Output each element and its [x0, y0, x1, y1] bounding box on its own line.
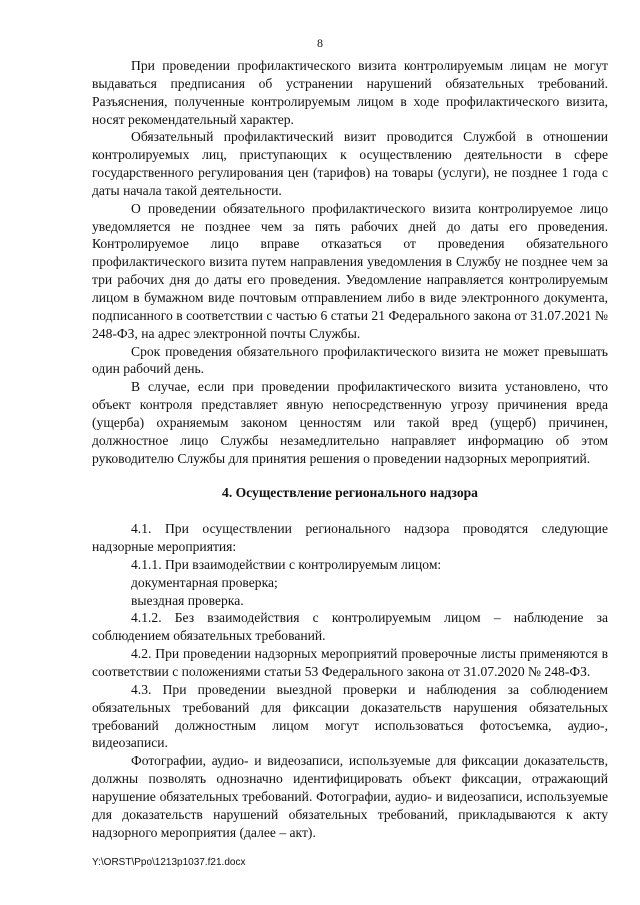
paragraph-visit-duration: Срок проведения обязательного профилактического визита не может превышать один рабочий день.: [92, 343, 608, 377]
paragraph-4-1-1: 4.1.1. При взаимодействии с контролируемым лицом:: [131, 556, 442, 572]
list-item-field-inspection: выездная проверка.: [131, 592, 244, 608]
paragraph-visit-notification: О проведении обязательного профилактического визита контролируемое лицо уведомляется не позднее чем за пять рабочих дней до даты его проведения. Контролируемое лицо вправе отказаться от проведения обязательного профилактического визита путем направления уведомления в Службу не позднее чем за три рабочих дня до даты его проведения. Уведомление направляется контролируемым лицом в бумажном виде почтовым отправлением либо в виде электронного документа, подписанного в соответствии с частью 6 статьи 21 Федерального закона от 31.07.2021 № 248-ФЗ, на адрес электронной почты Службы.: [92, 200, 608, 341]
paragraph-4-1-2: 4.1.2. Без взаимодействия с контролируемым лицом – наблюдение за соблюдением обязательных требований.: [92, 610, 608, 644]
section-heading: 4. Осуществление регионального надзора: [222, 485, 478, 501]
paragraph-4-3: 4.3. При проведении выездной проверки и наблюдения за соблюдением обязательных требований для фиксации доказательств нарушения обязательных требований должностным лицом могут использоваться фотосъемка, аудио-, видеозаписи.: [92, 681, 608, 751]
paragraph-threat-detected: В случае, если при проведении профилактического визита установлено, что объект контроля представляет явную непосредственную угрозу причинения вреда (ущерба) охраняемым законом ценностям или такой вред (ущерб) причинен, должностное лицо Службы незамедлительно направляет информацию об этом руководителю Службы для принятия решения о проведении надзорных мероприятий.: [92, 379, 608, 466]
paragraph-4-1: 4.1. При осуществлении регионального надзора проводятся следующие надзорные мероприятия:: [92, 521, 608, 555]
paragraph-mandatory-visit: Обязательный профилактический визит проводится Службой в отношении контролируемых лиц, приступающих к осуществлению деятельности в сфере государственного регулирования цен (тарифов) на товары (услуги), не позднее 1 года с даты начала такой деятельности.: [92, 129, 608, 198]
page-number: 8: [317, 36, 323, 50]
paragraph-photo-video: Фотографии, аудио- и видеозаписи, используемые для фиксации доказательств, должны позволять однозначно идентифицировать объект фиксации, отражающий нарушение обязательных требований. Фотографии, аудио- и видеозаписи, используемые для доказательств нарушений обязательных требований, прикладываются к акту надзорного мероприятия (далее – акт).: [92, 753, 608, 840]
paragraph-4-2: 4.2. При проведении надзорных мероприятий проверочные листы применяются в соответствии с положениями статьи 53 Федерального закона от 31.07.2020 № 248-ФЗ.: [92, 646, 608, 679]
list-item-documentary-inspection: документарная проверка;: [131, 574, 278, 590]
document-body: [92, 57, 608, 841]
paragraph-visit-no-orders: При проведении профилактического визита контролируемым лицам не могут выдаваться предписания об устранении нарушений обязательных требований. Разъяснения, полученные контролируемым лицом в ходе профилактического визита, носят рекомендательный характер.: [92, 58, 608, 127]
footer-file-path: Y:\ORST\Ppo\1213p1037.f21.docx: [92, 857, 246, 868]
